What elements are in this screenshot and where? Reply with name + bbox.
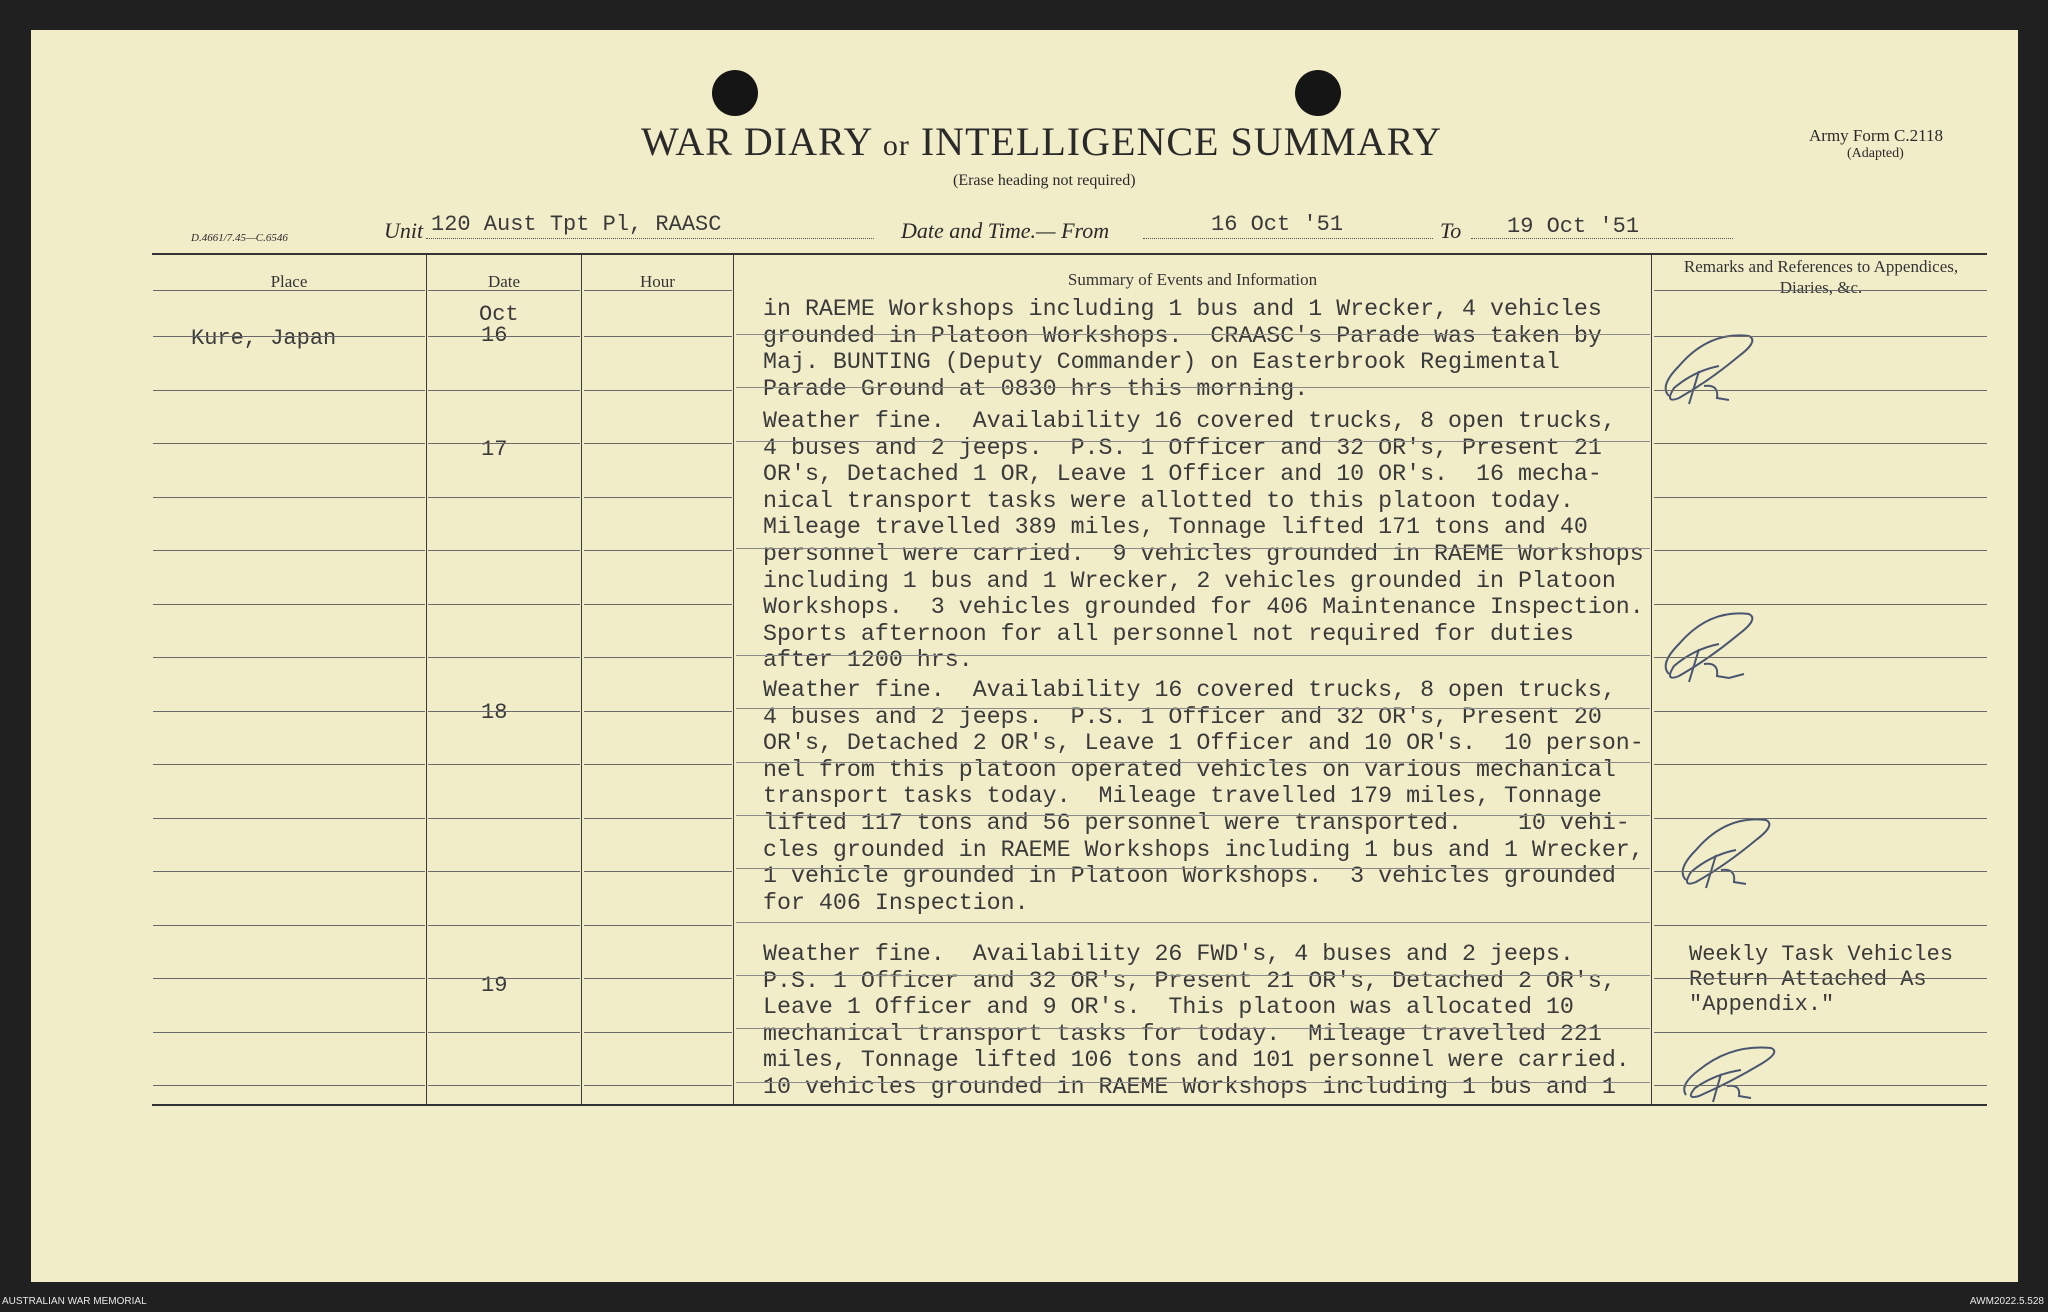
from-underline	[1143, 238, 1433, 239]
ruled-line	[153, 871, 425, 872]
ruled-line	[1654, 497, 1987, 498]
ruled-line	[153, 925, 425, 926]
from-date-value: 16 Oct '51	[1211, 212, 1344, 237]
ruled-line	[1654, 925, 1987, 926]
title-war-diary: WAR DIARY	[641, 119, 872, 164]
ruled-line	[428, 604, 580, 605]
ruled-line	[153, 711, 425, 712]
ruled-line	[1654, 550, 1987, 551]
ruled-line	[428, 818, 580, 819]
entry-16-oct: in RAEME Workshops including 1 bus and 1 Wrecker, 4 vehicles grounded in Platoon Workshops. CRAASC's Parade was taken by Maj. BUNTING (Deputy Commander) on Easterbrook Regimental Parade Ground at 0830 hrs this morning.	[763, 296, 1602, 402]
ruled-line	[736, 548, 1650, 549]
table-top-border	[152, 253, 1987, 255]
ruled-line	[1654, 290, 1987, 291]
adapted-label: (Adapted)	[1847, 146, 1904, 161]
ruled-line	[428, 550, 580, 551]
col-header-date: Date	[487, 272, 521, 291]
col-divider-hour	[733, 254, 734, 1104]
ruled-line	[1654, 871, 1987, 872]
date-time-label: Date and Time.— From	[901, 218, 1110, 243]
ruled-line	[736, 1028, 1650, 1029]
ruled-line	[736, 387, 1650, 388]
ruled-line	[736, 762, 1650, 763]
ruled-line	[153, 443, 425, 444]
entry-19-oct: Weather fine. Availability 26 FWD's, 4 buses and 2 jeeps. P.S. 1 Officer and 32 OR's, Present 21 OR's, Detached 2 OR's, Leave 1 Officer and 9 OR's. This platoon was allocated 10 mechanical transport tasks for today. Mileage travelled 221 miles, Tonnage lifted 106 tons and 101 personnel were carried. 10 vehicles grounded in RAEME Workshops including 1 bus and 1	[763, 941, 1630, 1100]
ruled-line	[584, 550, 732, 551]
army-form-label: Army Form C.2118	[1809, 126, 1943, 145]
to-date-value: 19 Oct '51	[1507, 214, 1640, 239]
ruled-line	[428, 711, 580, 712]
ruled-line	[428, 1085, 580, 1086]
ruled-line	[584, 764, 732, 765]
ruled-line	[1654, 711, 1987, 712]
punch-hole-left	[712, 70, 758, 116]
ruled-line	[153, 497, 425, 498]
place-value: Kure, Japan	[191, 326, 337, 351]
ruled-line	[428, 443, 580, 444]
col-header-hour: Hour	[640, 272, 675, 291]
title-intelligence-summary: INTELLIGENCE SUMMARY	[920, 119, 1442, 164]
ruled-line	[153, 764, 425, 765]
ruled-line	[1654, 657, 1987, 658]
ruled-line	[584, 443, 732, 444]
ruled-line	[428, 764, 580, 765]
title-or: or	[882, 129, 910, 162]
ruled-line	[428, 497, 580, 498]
ruled-line	[584, 604, 732, 605]
ruled-line	[584, 390, 732, 391]
diary-page	[31, 30, 2018, 1282]
ruled-line	[584, 711, 732, 712]
ruled-line	[736, 815, 1650, 816]
unit-value: 120 Aust Tpt Pl, RAASC	[431, 212, 722, 237]
ruled-line	[584, 290, 732, 291]
date-16: 16	[481, 323, 508, 348]
col-divider-date	[581, 254, 582, 1104]
ruled-line	[1654, 604, 1987, 605]
ruled-line	[584, 657, 732, 658]
signature-initials-16	[1649, 326, 1769, 416]
date-18: 18	[481, 700, 508, 725]
ruled-line	[153, 604, 425, 605]
col-divider-place	[426, 254, 427, 1104]
ruled-line	[153, 818, 425, 819]
ruled-line	[584, 925, 732, 926]
col-header-place: Place	[270, 272, 308, 291]
ruled-line	[736, 441, 1650, 442]
entry-18-oct: Weather fine. Availability 16 covered trucks, 8 open trucks, 4 buses and 2 jeeps. P.S. 1 Officer and 32 OR's, Present 20 OR's, Detached 2 OR's, Leave 1 Officer and 10 OR's. 10 person- nel from this platoon operated vehicles on various mechanical transport tasks today. Mileage travelled 179 miles, Tonnage lifted 117 tons and 56 personnel were transported. 10 vehi- cles grounded in RAEME Workshops including 1 bus and 1 Wrecker, 1 vehicle grounded in Platoon Workshops. 3 vehicles grounded for 406 Inspection.	[763, 677, 1644, 916]
ruled-line	[153, 390, 425, 391]
erase-note: (Erase heading not required)	[953, 172, 1136, 189]
ruled-line	[1654, 1085, 1987, 1086]
punch-hole-right	[1295, 70, 1341, 116]
unit-underline	[426, 238, 874, 239]
col-header-remarks: Remarks and References to Appendices, Diaries, &c.	[1683, 257, 1959, 297]
ruled-line	[584, 336, 732, 337]
ruled-line	[153, 1032, 425, 1033]
ruled-line	[153, 978, 425, 979]
ruled-line	[153, 290, 425, 291]
ruled-line	[736, 975, 1650, 976]
signature-initials-19	[1671, 1040, 1791, 1110]
ruled-line	[428, 290, 580, 291]
ruled-line	[153, 336, 425, 337]
to-label: To	[1440, 218, 1462, 243]
date-17: 17	[481, 437, 508, 462]
entry-17-oct: Weather fine. Availability 16 covered trucks, 8 open trucks, 4 buses and 2 jeeps. P.S. 1 Officer and 32 OR's, Present 21 OR's, Detached 1 OR, Leave 1 Officer and 10 OR's. 16 mecha- nical transport tasks were allotted to this platoon today. Mileage travelled 389 miles, Tonnage lifted 171 tons and 40 personnel were carried. 9 vehicles grounded in RAEME Workshops including 1 bus and 1 Wrecker, 2 vehicles grounded in Platoon Workshops. 3 vehicles grounded for 406 Maintenance Inspection. Sports afternoon for all personnel not required for duties after 1200 hrs.	[763, 408, 1644, 674]
ruled-line	[584, 871, 732, 872]
ruled-line	[153, 1085, 425, 1086]
archive-credit: AUSTRALIAN WAR MEMORIAL	[2, 1296, 147, 1307]
ruled-line	[428, 978, 580, 979]
ruled-line	[428, 925, 580, 926]
ruled-line	[1654, 764, 1987, 765]
ruled-line	[1654, 978, 1987, 979]
unit-label: Unit	[384, 218, 424, 243]
ruled-line	[428, 336, 580, 337]
ruled-line	[584, 497, 732, 498]
date-month: Oct	[479, 302, 519, 327]
archive-reference: AWM2022.5.528	[1969, 1296, 2044, 1307]
ruled-line	[584, 978, 732, 979]
ruled-line	[736, 1082, 1650, 1083]
ruled-line	[153, 657, 425, 658]
ruled-line	[736, 655, 1650, 656]
ruled-line	[1654, 818, 1987, 819]
form-reference: D.4661/7.45—C.6546	[191, 232, 288, 244]
ruled-line	[584, 818, 732, 819]
date-19: 19	[481, 973, 508, 998]
ruled-line	[1654, 1032, 1987, 1033]
signature-initials-17	[1649, 604, 1769, 694]
ruled-line	[428, 390, 580, 391]
ruled-line	[736, 922, 1650, 923]
page-title	[641, 118, 1442, 165]
ruled-line	[584, 1085, 732, 1086]
ruled-line	[1654, 336, 1987, 337]
col-header-summary: Summary of Events and Information	[1067, 270, 1318, 289]
ruled-line	[428, 871, 580, 872]
ruled-line	[736, 868, 1650, 869]
ruled-line	[584, 1032, 732, 1033]
ruled-line	[153, 550, 425, 551]
ruled-line	[1654, 390, 1987, 391]
to-underline	[1471, 238, 1733, 239]
signature-initials-18	[1666, 810, 1786, 900]
ruled-line	[736, 708, 1650, 709]
ruled-line	[428, 657, 580, 658]
ruled-line	[1654, 443, 1987, 444]
ruled-line	[736, 334, 1650, 335]
ruled-line	[428, 1032, 580, 1033]
remarks-19-oct: Weekly Task Vehicles Return Attached As "Appendix."	[1689, 942, 1954, 1017]
